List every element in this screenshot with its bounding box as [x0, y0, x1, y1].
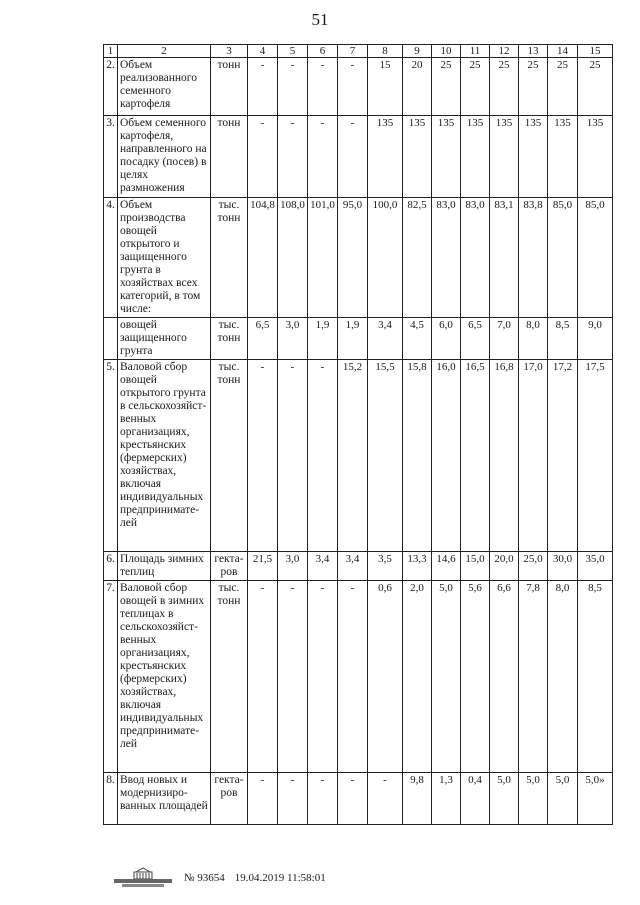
- unit-of-measure: гекта-ров: [211, 773, 248, 825]
- indicator-name: Объем реализованного семенного картофеля: [118, 58, 211, 116]
- page-number: 51: [311, 10, 329, 29]
- column-header: 13: [519, 45, 548, 58]
- unit-of-measure: тыс. тонн: [211, 198, 248, 318]
- value-cell: 30,0: [548, 552, 578, 581]
- value-cell: 16,0: [432, 360, 461, 552]
- value-cell: 8,5: [578, 581, 613, 773]
- value-cell: 25: [578, 58, 613, 116]
- value-cell: 100,0: [368, 198, 403, 318]
- value-cell: -: [368, 773, 403, 825]
- table-row: [104, 552, 613, 581]
- value-cell: 101,0: [308, 198, 338, 318]
- value-cell: 13,3: [403, 552, 432, 581]
- column-header: 1: [104, 45, 118, 58]
- value-cell: -: [248, 773, 278, 825]
- value-cell: 135: [432, 116, 461, 198]
- value-cell: 25,0: [519, 552, 548, 581]
- value-cell: 4,5: [403, 318, 432, 360]
- column-header: 12: [490, 45, 519, 58]
- column-header: 9: [403, 45, 432, 58]
- value-cell: 21,5: [248, 552, 278, 581]
- value-cell: 108,0: [278, 198, 308, 318]
- column-header: 2: [118, 45, 211, 58]
- value-cell: 3,0: [278, 318, 308, 360]
- value-cell: 25: [548, 58, 578, 116]
- row-number: 7.: [104, 581, 118, 773]
- indicator-name: Валовой сбор овощей открытого грунта в сельскохозяйст-венных организациях, крестьянских (фермерских) хозяйствах, включая индивидуальных предпринимате-лей: [118, 360, 211, 552]
- unit-of-measure: тыс. тонн: [211, 581, 248, 773]
- indicator-name: Площадь зимних теплиц: [118, 552, 211, 581]
- value-cell: 6,5: [248, 318, 278, 360]
- column-header: 6: [308, 45, 338, 58]
- indicator-name: Ввод новых и модернизиро-ванных площадей: [118, 773, 211, 825]
- column-header: 14: [548, 45, 578, 58]
- value-cell: -: [308, 58, 338, 116]
- row-number: 5.: [104, 360, 118, 552]
- data-table-container: [103, 44, 612, 825]
- row-number: 3.: [104, 116, 118, 198]
- value-cell: -: [308, 116, 338, 198]
- value-cell: 25: [490, 58, 519, 116]
- value-cell: -: [308, 360, 338, 552]
- value-cell: -: [248, 360, 278, 552]
- value-cell: 3,4: [368, 318, 403, 360]
- document-number: № 93654: [184, 872, 225, 884]
- value-cell: 83,0: [432, 198, 461, 318]
- unit-of-measure: тыс. тонн: [211, 318, 248, 360]
- indicator-name: Валовой сбор овощей в зимних теплицах в сельскохозяйст-венных организациях, крестьянских (фермерских) хозяйствах, включая индивидуальных предпринимате-лей: [118, 581, 211, 773]
- value-cell: 25: [519, 58, 548, 116]
- document-timestamp: 19.04.2019 11:58:01: [234, 872, 326, 884]
- value-cell: 1,9: [338, 318, 368, 360]
- value-cell: 2,0: [403, 581, 432, 773]
- value-cell: 135: [461, 116, 490, 198]
- value-cell: -: [338, 773, 368, 825]
- row-number: 2.: [104, 58, 118, 116]
- column-header: 7: [338, 45, 368, 58]
- table-row: [104, 58, 613, 116]
- row-number: [104, 318, 118, 360]
- document-footer: [112, 866, 326, 890]
- table-row: [104, 116, 613, 198]
- unit-of-measure: тонн: [211, 116, 248, 198]
- value-cell: 7,8: [519, 581, 548, 773]
- table-row: [104, 360, 613, 552]
- value-cell: 7,0: [490, 318, 519, 360]
- column-header: 10: [432, 45, 461, 58]
- value-cell: 15,8: [403, 360, 432, 552]
- value-cell: 5,0: [519, 773, 548, 825]
- value-cell: 14,6: [432, 552, 461, 581]
- value-cell: 6,5: [461, 318, 490, 360]
- value-cell: 85,0: [548, 198, 578, 318]
- value-cell: 0,6: [368, 581, 403, 773]
- value-cell: 5,0»: [578, 773, 613, 825]
- value-cell: 6,6: [490, 581, 519, 773]
- value-cell: -: [278, 116, 308, 198]
- value-cell: 85,0: [578, 198, 613, 318]
- value-cell: -: [278, 58, 308, 116]
- column-header: 15: [578, 45, 613, 58]
- value-cell: 9,8: [403, 773, 432, 825]
- value-cell: 9,0: [578, 318, 613, 360]
- value-cell: 20,0: [490, 552, 519, 581]
- value-cell: 17,5: [578, 360, 613, 552]
- value-cell: 15: [368, 58, 403, 116]
- value-cell: 25: [461, 58, 490, 116]
- unit-of-measure: гекта-ров: [211, 552, 248, 581]
- column-header: 4: [248, 45, 278, 58]
- value-cell: 15,2: [338, 360, 368, 552]
- value-cell: 1,9: [308, 318, 338, 360]
- row-number: 8.: [104, 773, 118, 825]
- value-cell: -: [278, 581, 308, 773]
- value-cell: 16,5: [461, 360, 490, 552]
- value-cell: 135: [578, 116, 613, 198]
- value-cell: 3,0: [278, 552, 308, 581]
- value-cell: 104,8: [248, 198, 278, 318]
- table-row: [104, 773, 613, 825]
- value-cell: 16,8: [490, 360, 519, 552]
- value-cell: 25: [432, 58, 461, 116]
- value-cell: 135: [368, 116, 403, 198]
- value-cell: 17,2: [548, 360, 578, 552]
- indicator-name: Объем производства овощей открытого и защищенного грунта в хозяйствах всех категорий, в том числе:: [118, 198, 211, 318]
- value-cell: -: [308, 773, 338, 825]
- column-header: 5: [278, 45, 308, 58]
- value-cell: 135: [548, 116, 578, 198]
- column-header: 11: [461, 45, 490, 58]
- value-cell: 5,0: [490, 773, 519, 825]
- value-cell: 83,0: [461, 198, 490, 318]
- value-cell: 3,5: [368, 552, 403, 581]
- value-cell: 20: [403, 58, 432, 116]
- value-cell: -: [248, 581, 278, 773]
- value-cell: 5,6: [461, 581, 490, 773]
- value-cell: -: [248, 116, 278, 198]
- indicator-name: овощей защищенного грунта: [118, 318, 211, 360]
- value-cell: 135: [403, 116, 432, 198]
- row-number: 4.: [104, 198, 118, 318]
- value-cell: 5,0: [432, 581, 461, 773]
- indicator-name: Объем семенного картофеля, направленного на посадку (посев) в целях размножения: [118, 116, 211, 198]
- value-cell: 82,5: [403, 198, 432, 318]
- table-row: [104, 318, 613, 360]
- value-cell: 8,0: [548, 581, 578, 773]
- column-header: 3: [211, 45, 248, 58]
- row-number: 6.: [104, 552, 118, 581]
- table-header-row: [104, 45, 613, 58]
- value-cell: 83,8: [519, 198, 548, 318]
- value-cell: 17,0: [519, 360, 548, 552]
- value-cell: -: [278, 360, 308, 552]
- value-cell: -: [278, 773, 308, 825]
- value-cell: -: [338, 581, 368, 773]
- value-cell: 1,3: [432, 773, 461, 825]
- value-cell: -: [248, 58, 278, 116]
- value-cell: 135: [519, 116, 548, 198]
- value-cell: -: [338, 58, 368, 116]
- indicators-table: [103, 44, 613, 825]
- value-cell: 35,0: [578, 552, 613, 581]
- table-row: [104, 581, 613, 773]
- value-cell: 8,0: [519, 318, 548, 360]
- value-cell: 15,5: [368, 360, 403, 552]
- value-cell: 95,0: [338, 198, 368, 318]
- column-header: 8: [368, 45, 403, 58]
- value-cell: -: [338, 116, 368, 198]
- table-row: [104, 198, 613, 318]
- value-cell: 15,0: [461, 552, 490, 581]
- value-cell: 6,0: [432, 318, 461, 360]
- unit-of-measure: тонн: [211, 58, 248, 116]
- unit-of-measure: тыс. тонн: [211, 360, 248, 552]
- value-cell: 83,1: [490, 198, 519, 318]
- value-cell: 5,0: [548, 773, 578, 825]
- value-cell: 3,4: [308, 552, 338, 581]
- value-cell: 3,4: [338, 552, 368, 581]
- government-building-stamp-icon: [112, 867, 174, 889]
- value-cell: 8,5: [548, 318, 578, 360]
- value-cell: -: [308, 581, 338, 773]
- value-cell: 135: [490, 116, 519, 198]
- value-cell: 0,4: [461, 773, 490, 825]
